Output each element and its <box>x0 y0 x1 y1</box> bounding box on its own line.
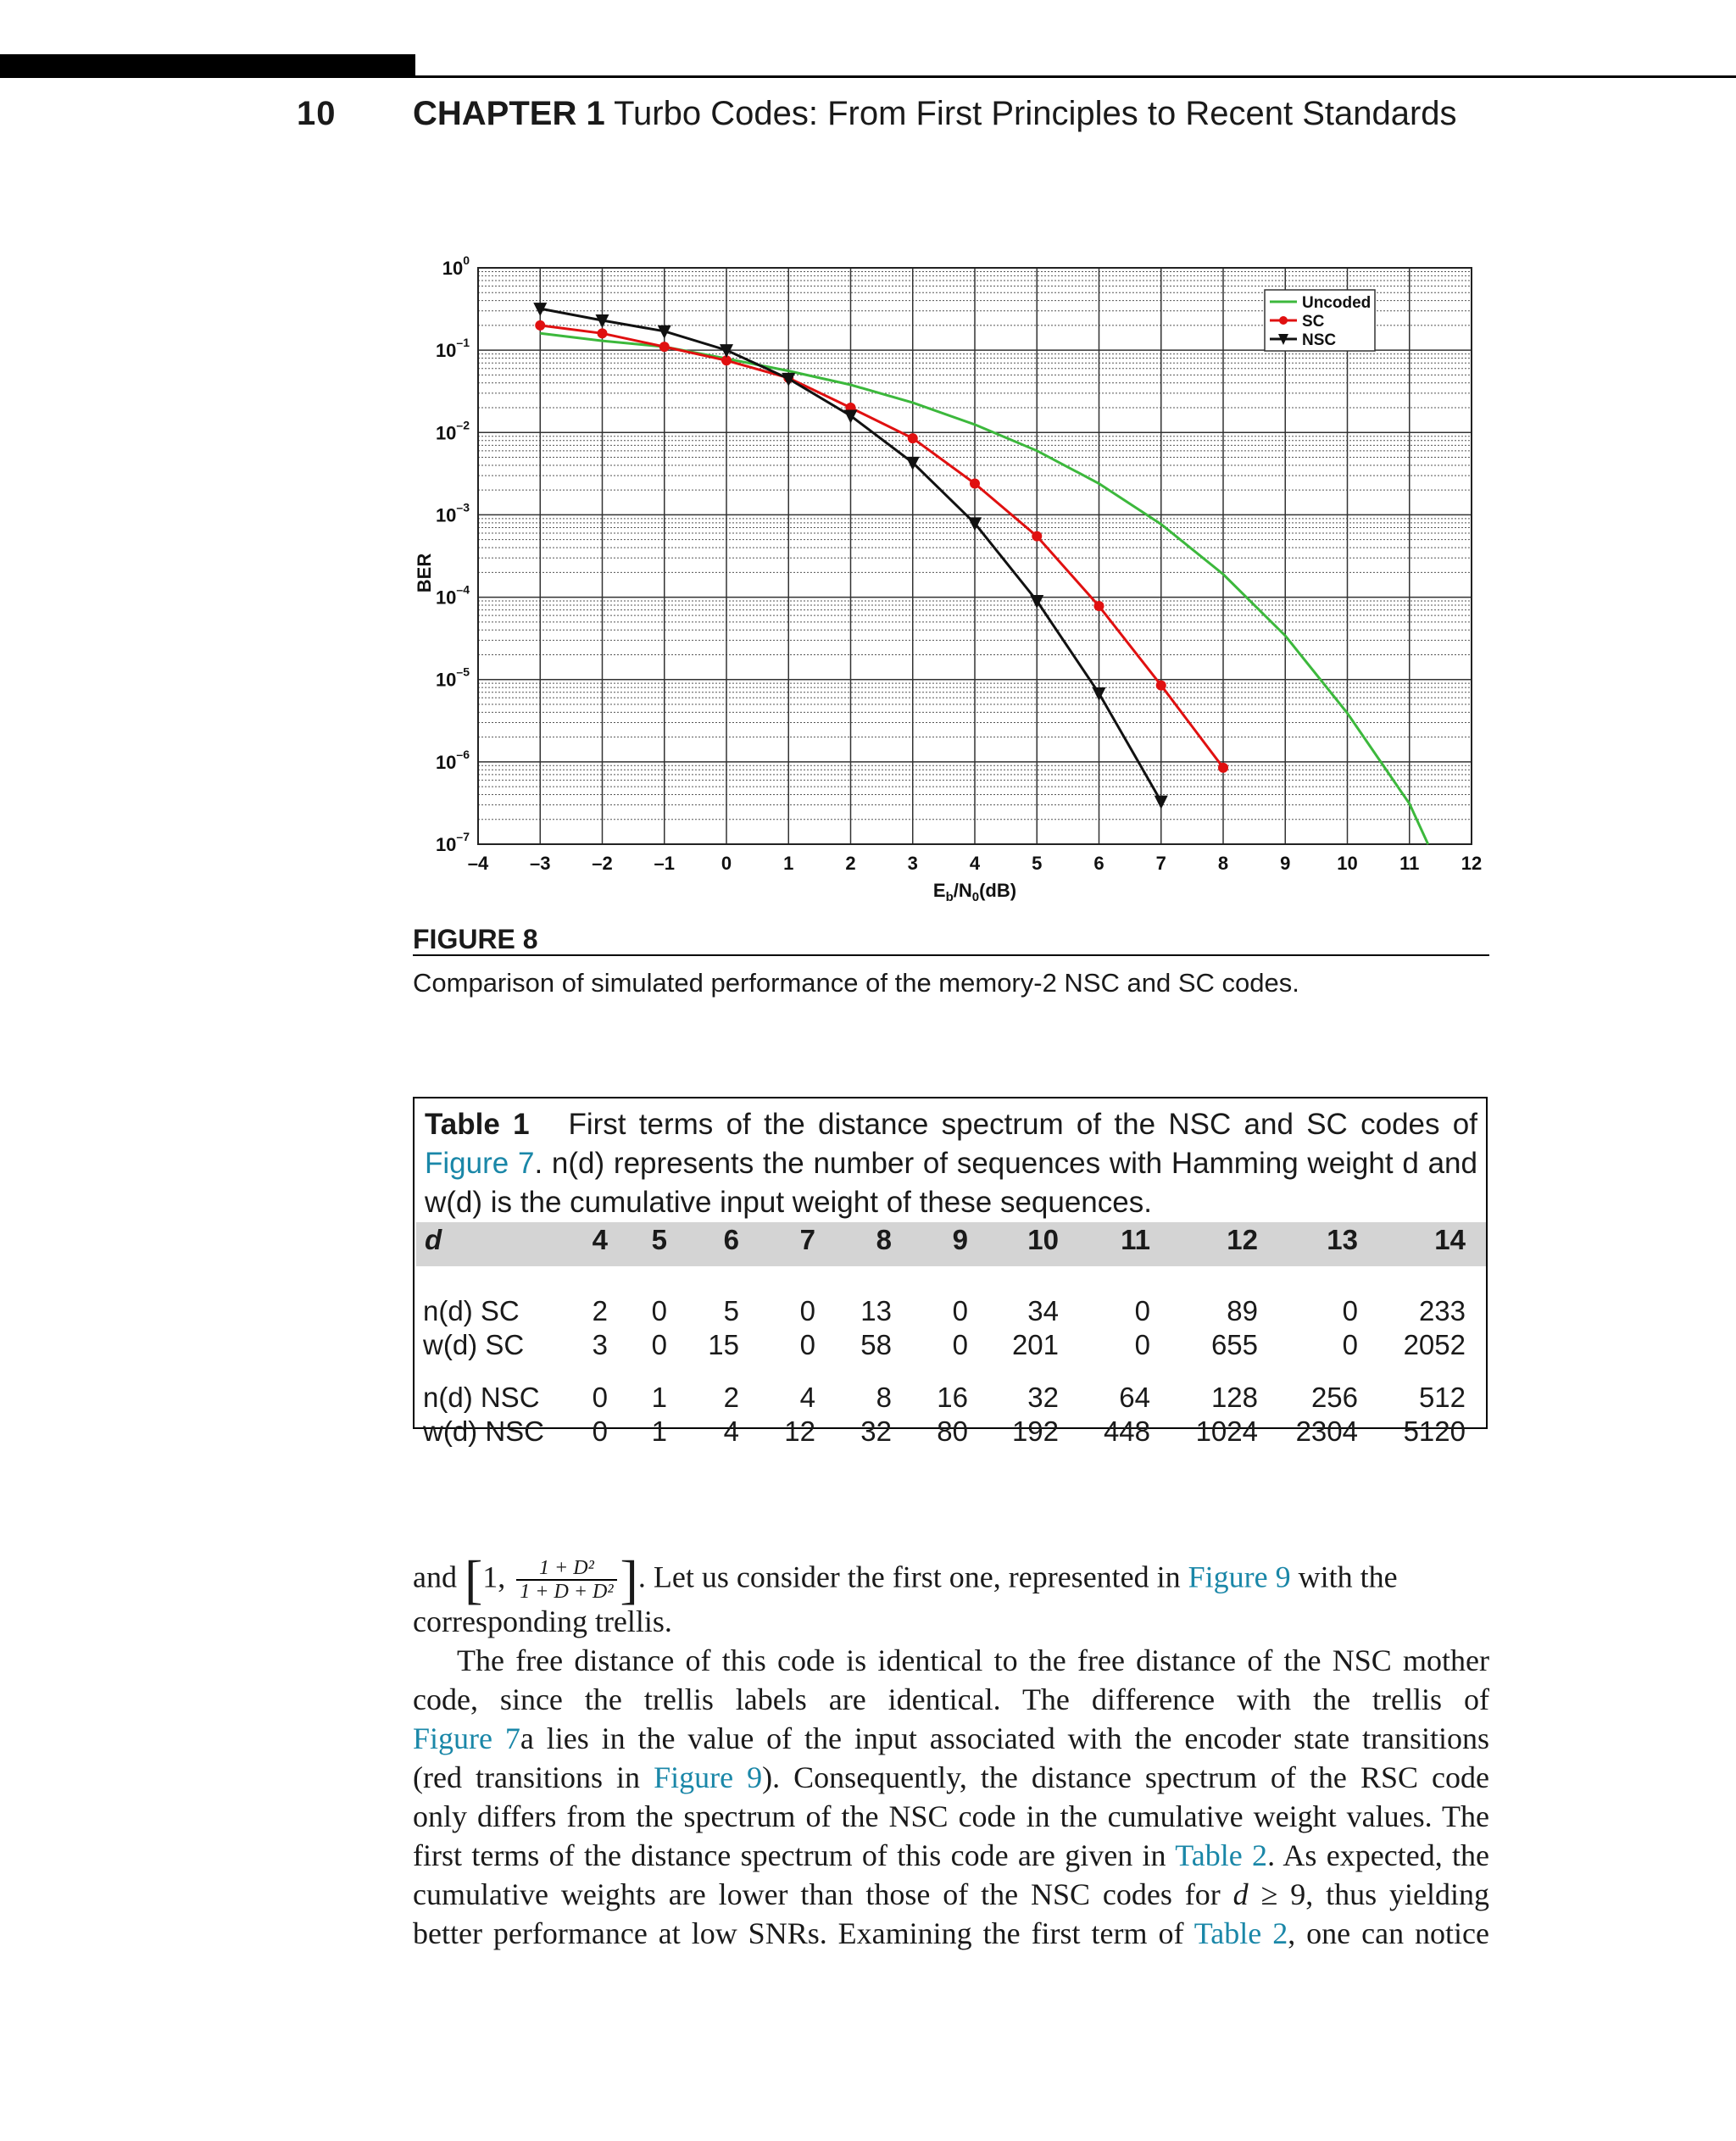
page-number: 10 <box>297 95 337 132</box>
table-caption-text: First terms of the distance spectrum of the NSC and SC codes of <box>568 1108 1477 1141</box>
sc-point <box>1156 681 1166 691</box>
sc-point <box>1032 531 1042 542</box>
table-header-row <box>416 1222 1486 1266</box>
fraction-numerator: 1 + D² <box>516 1557 616 1581</box>
x-tick-label: 12 <box>1461 853 1483 874</box>
table-cell: 80 <box>937 1415 968 1447</box>
figure-label: FIGURE 8 <box>413 924 538 954</box>
x-tick-label: 1 <box>783 853 794 874</box>
x-tick-label: –3 <box>530 853 551 874</box>
header-rule <box>415 75 1736 78</box>
text-l6a: (red transitions in <box>413 1760 641 1794</box>
fraction-denominator: 1 + D + D² <box>520 1581 614 1603</box>
table-caption-text-c: and w(d) is the cumulative input weight of these sequences. <box>425 1147 1477 1219</box>
figure-rule <box>413 954 1489 956</box>
table-cell: 2304 <box>1295 1415 1358 1447</box>
table-cell: 2052 <box>1403 1329 1466 1360</box>
figure-9-link-2[interactable]: Figure 9 <box>654 1760 763 1794</box>
sc-point <box>598 328 608 338</box>
table-header-cell: d <box>425 1224 442 1255</box>
table-cell: 0 <box>952 1295 968 1326</box>
table-header-cell: 8 <box>876 1224 892 1255</box>
table-cell: n(d) NSC <box>423 1382 540 1413</box>
table-cell: w(d) SC <box>423 1329 525 1360</box>
legend-label: SC <box>1302 313 1325 331</box>
body-line-2: corresponding trellis. <box>413 1604 672 1638</box>
body-line-7: only differs from the spectrum of the NSC code in the cumulative weight values. The <box>413 1799 1489 1833</box>
table-header-cell: 10 <box>1027 1224 1059 1255</box>
y-tick-label: $10^{-7}$ <box>435 830 470 855</box>
x-tick-label: 11 <box>1399 853 1420 874</box>
x-tick-label: 6 <box>1093 853 1104 874</box>
table-cell: 655 <box>1210 1329 1258 1360</box>
running-head <box>413 95 1457 133</box>
sc-point <box>659 342 670 352</box>
table-cell: 1 <box>651 1415 667 1447</box>
text-l8b: . As expected, the <box>1267 1838 1490 1872</box>
sc-point <box>535 320 545 331</box>
table-cell: 12 <box>784 1415 815 1447</box>
text-l9a: cumulative weights are lower than those of the NSC codes for <box>413 1877 1221 1911</box>
table-cell: 58 <box>860 1329 892 1360</box>
y-tick-label: $10^{-2}$ <box>435 418 470 444</box>
header-bar <box>0 54 415 78</box>
text-and: and <box>413 1560 457 1594</box>
table-cell: 15 <box>708 1329 739 1360</box>
y-tick-label: $10^{-5}$ <box>435 665 470 691</box>
table-cell: 0 <box>799 1329 815 1360</box>
y-tick-label: $10^{-3}$ <box>435 500 470 526</box>
table-cell: 8 <box>876 1382 892 1413</box>
body-line-4: code, since the trellis labels are identical. The difference with the trellis of <box>413 1682 1489 1716</box>
table-header-cell: 7 <box>799 1224 815 1255</box>
table-cell: 89 <box>1227 1295 1258 1326</box>
legend-label: NSC <box>1302 331 1337 349</box>
y-tick-label: $10^{-1}$ <box>435 336 470 362</box>
body-line-6 <box>413 1760 1489 1799</box>
table-cell: 32 <box>860 1415 892 1447</box>
table-cell: 0 <box>651 1295 667 1326</box>
chapter-title: Turbo Codes: From First Principles to Recent Standards <box>614 95 1457 132</box>
y-tick-label: $10^{-6}$ <box>435 747 470 773</box>
table-cell: 0 <box>592 1415 608 1447</box>
table-cell: 2 <box>592 1295 608 1326</box>
table-1 <box>413 1097 1488 1447</box>
table-cell: 0 <box>592 1382 608 1413</box>
table-cell: 13 <box>860 1295 892 1326</box>
table-cell: 0 <box>651 1329 667 1360</box>
table-cell: n(d) SC <box>423 1295 520 1326</box>
table-header-cell: 6 <box>723 1224 739 1255</box>
x-tick-label: 4 <box>969 853 981 874</box>
body-line-5 <box>413 1721 1489 1760</box>
table-header-cell: 11 <box>1121 1224 1150 1255</box>
text-l10a: better performance at low SNRs. Examining the first term of <box>413 1916 1184 1950</box>
text-l6b: ). Consequently, the distance spectrum of the RSC code <box>762 1760 1489 1794</box>
x-axis-label: $E_b/N_0(dB)$ <box>932 880 1017 904</box>
legend-label: Uncoded <box>1302 294 1372 312</box>
bracket-open: [ <box>464 1549 483 1610</box>
sc-point <box>1094 601 1104 611</box>
x-tick-label: –1 <box>654 853 675 874</box>
text-l5: a lies in the value of the input associated with the encoder state transitions <box>520 1721 1489 1755</box>
x-tick-label: 0 <box>721 853 732 874</box>
text-l9b: ≥ 9, thus yielding <box>1260 1877 1490 1911</box>
body-line-1 <box>413 1549 1489 1610</box>
table-cell: 5 <box>723 1295 739 1326</box>
table-title: Table 1 <box>425 1108 530 1141</box>
table-cell: 0 <box>1134 1329 1150 1360</box>
var-d: d <box>1232 1877 1249 1911</box>
table-cell: 16 <box>937 1382 968 1413</box>
body-line-9 <box>413 1877 1489 1916</box>
table-cell: 5120 <box>1403 1415 1466 1447</box>
table-cell: 0 <box>952 1329 968 1360</box>
x-tick-label: 3 <box>907 853 918 874</box>
table-cell: 0 <box>1342 1295 1358 1326</box>
sc-point <box>970 478 980 488</box>
x-tick-label: 8 <box>1217 853 1229 874</box>
table-cell: 128 <box>1210 1382 1258 1413</box>
text-l1-end: with the <box>1298 1560 1398 1594</box>
text-l8a: first terms of the distance spectrum of this code are given in <box>413 1838 1166 1872</box>
table-cell: w(d) NSC <box>423 1415 545 1447</box>
table-cell: 34 <box>1027 1295 1059 1326</box>
body-line-3: The free distance of this code is identical to the free distance of the NSC mother <box>457 1643 1489 1677</box>
table-cell: 0 <box>1134 1295 1150 1326</box>
table-header-cell: 12 <box>1227 1224 1258 1255</box>
y-axis-label: BER <box>414 553 435 593</box>
table-cell: 2 <box>723 1382 739 1413</box>
table-cell: 64 <box>1119 1382 1150 1413</box>
x-tick-label: 2 <box>845 853 856 874</box>
table-cell: 201 <box>1011 1329 1059 1360</box>
table-cell: 233 <box>1418 1295 1466 1326</box>
body-line-10 <box>413 1916 1489 1955</box>
table-cell: 4 <box>723 1415 739 1447</box>
table-header-cell: 13 <box>1327 1224 1358 1255</box>
ber-chart <box>407 251 1492 912</box>
sc-point <box>1218 763 1228 773</box>
table-cell: 0 <box>799 1295 815 1326</box>
x-tick-label: 9 <box>1280 853 1291 874</box>
table-cell: 1024 <box>1195 1415 1258 1447</box>
table-cell: 448 <box>1103 1415 1150 1447</box>
table-cell: 4 <box>799 1382 815 1413</box>
x-tick-label: 7 <box>1155 853 1166 874</box>
fraction <box>516 1557 616 1603</box>
figure-7-link-2[interactable]: Figure 7 <box>413 1721 520 1755</box>
x-tick-label: –2 <box>592 853 613 874</box>
table-caption-text-b: . n(d) represents the number of sequences with Hamming weight d <box>534 1147 1419 1180</box>
table-2-link-2[interactable]: Table 2 <box>1194 1916 1288 1950</box>
chapter-label: CHAPTER 1 <box>413 95 605 132</box>
body-line-8 <box>413 1838 1489 1877</box>
table-cell: 32 <box>1027 1382 1059 1413</box>
table-cell: 1 <box>651 1382 667 1413</box>
text-l1: . Let us consider the first one, represented in <box>637 1560 1181 1594</box>
table-cell: 512 <box>1418 1382 1466 1413</box>
table-cell: 3 <box>592 1329 608 1360</box>
y-tick-label: $10^{-4}$ <box>435 582 470 609</box>
figure-caption: Comparison of simulated performance of the memory-2 NSC and SC codes. <box>413 968 1299 998</box>
table-header-cell: 4 <box>592 1224 608 1255</box>
x-tick-label: 5 <box>1032 853 1043 874</box>
text-l10b: , one can notice <box>1288 1916 1489 1950</box>
table-cell: 256 <box>1310 1382 1358 1413</box>
bracket-close: ] <box>620 1549 638 1610</box>
table-cell: 0 <box>1342 1329 1358 1360</box>
table-header-cell: 9 <box>952 1224 968 1255</box>
y-tick-label: $10^0$ <box>442 253 470 279</box>
table-caption <box>425 1105 1477 1222</box>
table-2-link[interactable]: Table 2 <box>1175 1838 1268 1872</box>
x-tick-label: 10 <box>1337 853 1358 874</box>
legend-marker <box>1279 316 1288 325</box>
figure-7-link[interactable]: Figure 7 <box>425 1147 535 1180</box>
x-tick-label: –4 <box>467 853 489 874</box>
table-header-cell: 5 <box>651 1224 667 1255</box>
sc-point <box>908 433 918 443</box>
text-one: 1, <box>482 1560 506 1594</box>
table-header-cell: 14 <box>1434 1224 1466 1255</box>
figure-9-link[interactable]: Figure 9 <box>1188 1560 1291 1594</box>
table-cell: 192 <box>1011 1415 1059 1447</box>
